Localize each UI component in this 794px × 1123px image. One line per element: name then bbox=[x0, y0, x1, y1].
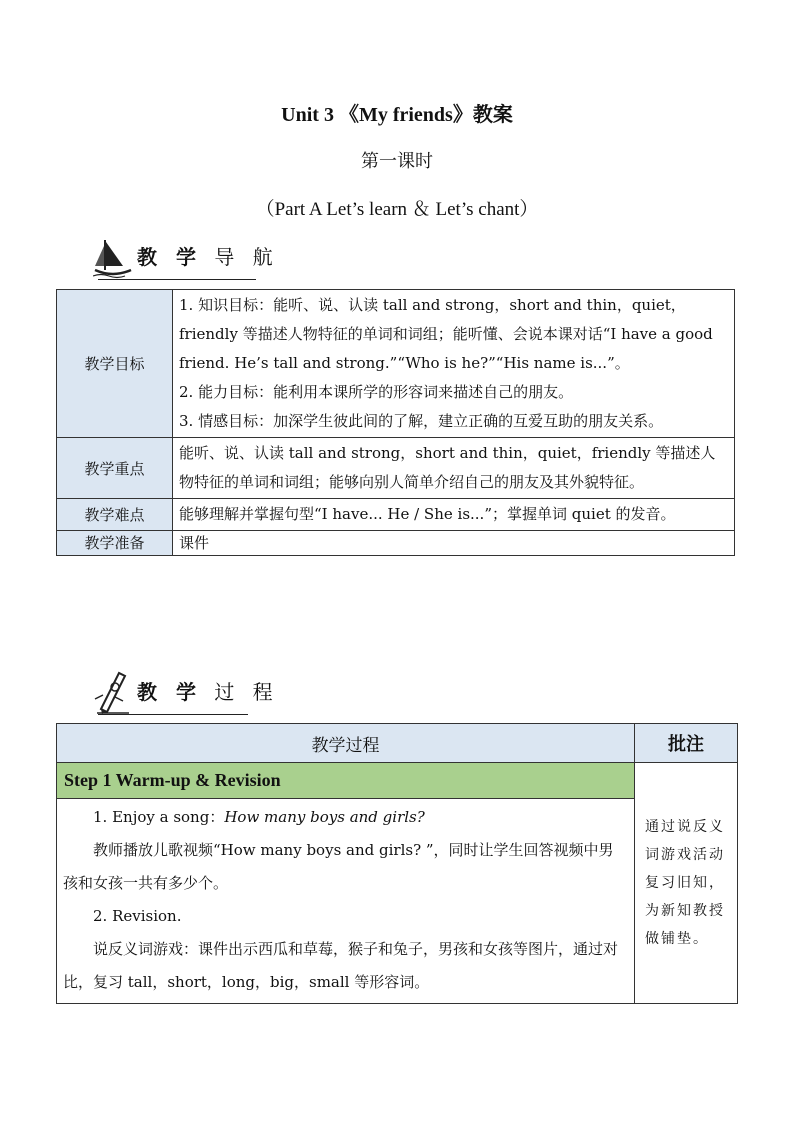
table-row bbox=[57, 531, 735, 556]
goals-label: 教学目标 bbox=[57, 290, 173, 438]
lesson-subtitle: 第一课时 bbox=[361, 151, 433, 172]
step-content bbox=[57, 799, 635, 1004]
table-row bbox=[57, 438, 735, 499]
pencil-figure-icon bbox=[93, 669, 133, 715]
process-section-divider bbox=[98, 714, 248, 715]
goal-knowledge: 1. 知识目标：能听、说、认读 tall and strong，short and thin，quiet，friendly 等描述人物特征的单词和词组；能听懂、会说本课对话“I have a good friend. He’s tall and strong.”“Who is he?”“His name is...”。 bbox=[179, 296, 713, 372]
column-header-notes: 批注 bbox=[635, 724, 738, 763]
key-points-label: 教学重点 bbox=[57, 438, 173, 499]
table-row bbox=[57, 290, 735, 438]
goals-cell bbox=[173, 290, 735, 438]
nav-section-divider bbox=[98, 279, 256, 280]
goal-ability: 2. 能力目标：能利用本课所学的形容词来描述自己的朋友。 bbox=[179, 383, 574, 401]
key-points-value: 能听、说、认读 tall and strong，short and thin，quiet，friendly 等描述人物特征的单词和词组；能够向别人简单介绍自己的朋友及其外貌特征。 bbox=[173, 438, 735, 499]
table-header-row bbox=[57, 724, 738, 763]
teaching-guide-table bbox=[56, 289, 735, 556]
song-title: How many boys and girls? bbox=[224, 808, 425, 826]
teaching-process-table bbox=[56, 723, 738, 1004]
difficulty-value: 能够理解并掌握句型“I have... He / She is...”；掌握单词 quiet 的发音。 bbox=[173, 499, 735, 531]
table-row bbox=[57, 763, 738, 799]
table-row bbox=[57, 499, 735, 531]
document-title: Unit 3 《My friends》教案 bbox=[281, 104, 513, 126]
process-section-heading bbox=[93, 667, 279, 715]
step-title: Step 1 Warm-up & Revision bbox=[57, 763, 635, 799]
lesson-part: （Part A Let’s learn ＆ Let’s chant） bbox=[255, 199, 539, 220]
difficulty-label: 教学难点 bbox=[57, 499, 173, 531]
song-activity: 1. Enjoy a song：How many boys and girls? bbox=[93, 808, 425, 826]
column-header-process: 教学过程 bbox=[57, 724, 635, 763]
process-section-label: 教 学 过 程 bbox=[137, 680, 279, 704]
revision-description: 说反义词游戏：课件出示西瓜和草莓，猴子和兔子，男孩和女孩等图片，通过对比，复习 tall，short，long，big，small 等形容词。 bbox=[63, 940, 619, 991]
goal-emotion: 3. 情感目标：加深学生彼此间的了解，建立正确的互爱互助的朋友关系。 bbox=[179, 412, 664, 430]
preparation-label: 教学准备 bbox=[57, 531, 173, 556]
song-description: 教师播放儿歌视频“How many boys and girls? ”，同时让学生回答视频中男孩和女孩一共有多少个。 bbox=[63, 841, 614, 892]
revision-title: 2. Revision. bbox=[93, 907, 182, 925]
preparation-value: 课件 bbox=[173, 531, 735, 556]
annotation-note: 通过说反义词游戏活动复习旧知，为新知教授做铺垫。 bbox=[635, 763, 738, 1004]
nav-section-heading bbox=[93, 232, 279, 280]
nav-section-label: 教 学 导 航 bbox=[137, 245, 279, 269]
ship-icon bbox=[93, 236, 133, 280]
